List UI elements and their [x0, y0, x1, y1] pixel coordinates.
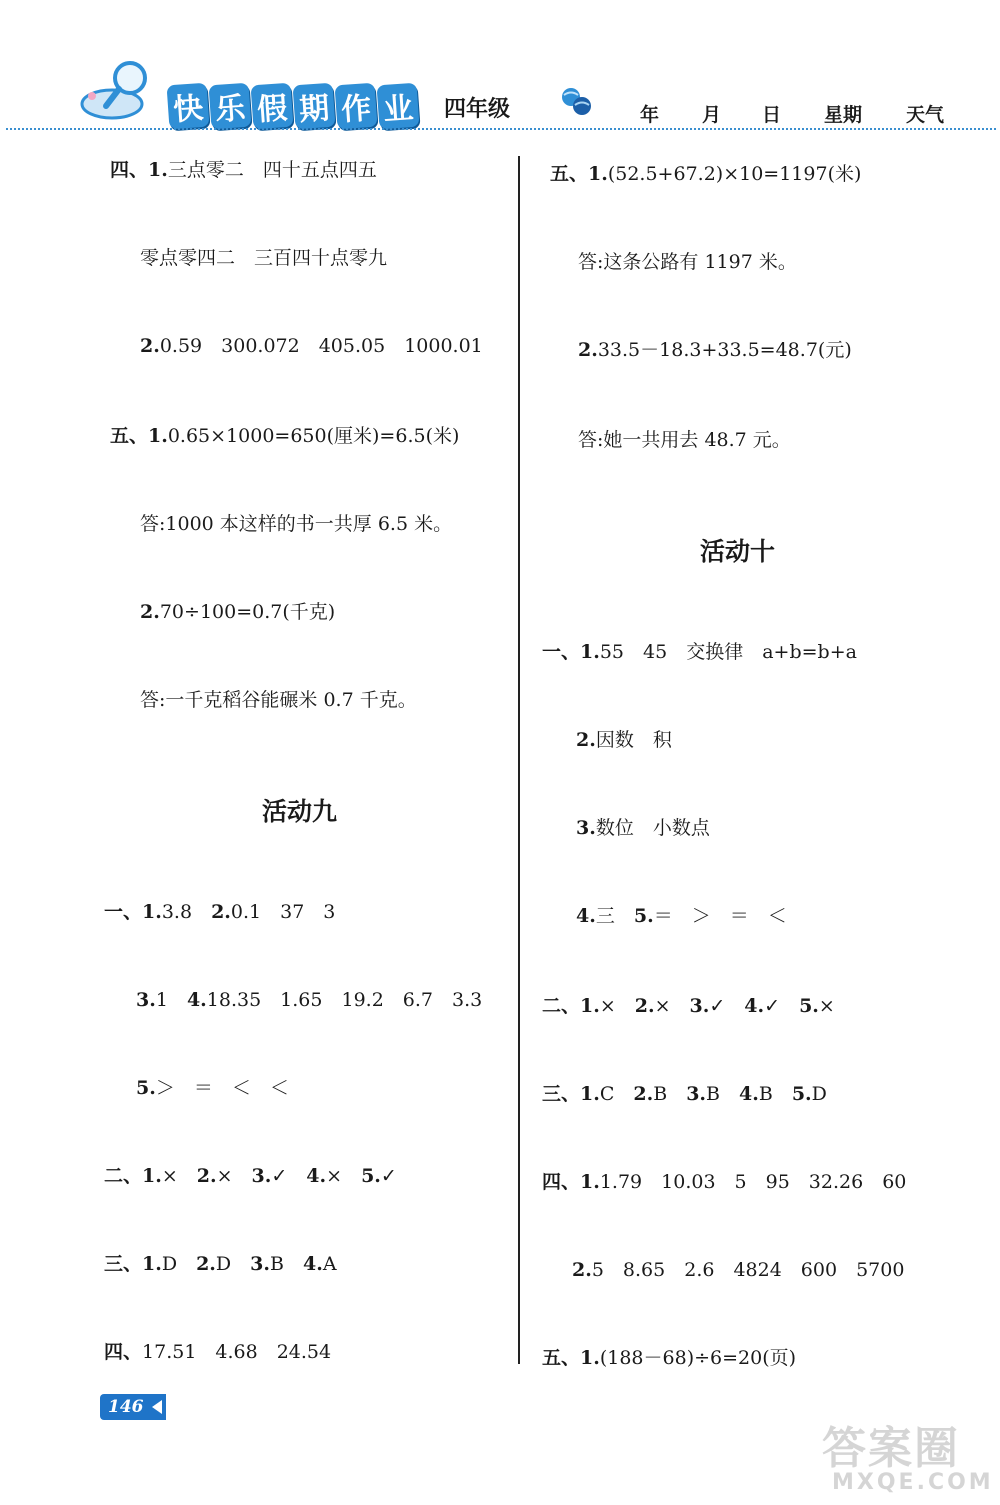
answer-line: 3.1 4.18.35 1.65 19.2 6.7 3.3: [136, 989, 483, 1011]
answer-line: 答:1000 本这样的书一共厚 6.5 米。: [140, 513, 453, 535]
answer-line: 三、1.D 2.D 3.B 4.A: [104, 1253, 337, 1275]
answer-line: 五、1.(188－68)÷6=20(页): [542, 1347, 797, 1369]
day-label: 日: [762, 104, 782, 126]
title-char: 期: [293, 83, 336, 130]
title-char: 作: [335, 83, 378, 130]
answer-line: 二、1.× 2.× 3.✓ 4.✓ 5.×: [542, 995, 835, 1017]
title-char: 业: [377, 83, 420, 130]
page-number: 146: [108, 1397, 144, 1417]
weather-label: 天气: [906, 104, 945, 126]
answer-line: 答:这条公路有 1197 米。: [578, 251, 797, 273]
series-title: [168, 84, 418, 128]
watermark: [822, 1412, 994, 1498]
section-heading: 活动九: [262, 797, 338, 826]
grade-label: 四年级: [444, 97, 511, 122]
page-arrow-icon: [152, 1400, 162, 1414]
answer-line: 五、1.(52.5+67.2)×10=1197(米): [550, 163, 862, 185]
answer-line: 2.70÷100=0.7(千克): [140, 601, 336, 623]
balls-icon: [560, 86, 594, 118]
answer-line: 三、1.C 2.B 3.B 4.B 5.D: [542, 1083, 827, 1105]
answer-line: 一、1.55 45 交换律 a+b=b+a: [542, 641, 857, 663]
page-header: [0, 0, 1000, 140]
answer-line: 四、1.1.79 10.03 5 95 32.26 60: [542, 1171, 907, 1193]
answer-line: 3.数位 小数点: [576, 817, 710, 839]
answer-line: 四、1.三点零二 四十五点四五: [110, 159, 377, 181]
answer-line: 2.33.5－18.3+33.5=48.7(元): [578, 339, 852, 361]
title-char: 假: [251, 83, 294, 130]
column-divider: [518, 156, 520, 1364]
magnifier-logo-icon: [78, 56, 162, 126]
answer-line: 5.＞ ＝ ＜ ＜: [136, 1077, 289, 1099]
answer-line: 一、1.3.8 2.0.1 37 3: [104, 901, 336, 923]
answer-line: 4.三 5.＝ ＞ ＝ ＜: [576, 905, 787, 927]
section-heading: 活动十: [700, 537, 776, 566]
answer-line: 2.5 8.65 2.6 4824 600 5700: [572, 1259, 905, 1281]
weekday-label: 星期: [824, 104, 863, 126]
year-label: 年: [640, 104, 660, 126]
answer-line: 五、1.0.65×1000=650(厘米)=6.5(米): [110, 425, 460, 447]
answer-line: 零点零四二 三百四十点零九: [140, 247, 388, 269]
answer-line: 答:一千克稻谷能碾米 0.7 千克。: [140, 689, 417, 711]
month-label: 月: [702, 104, 722, 126]
header-divider: [6, 128, 996, 130]
answer-line: 答:她一共用去 48.7 元。: [578, 429, 791, 451]
answer-line: 2.0.59 300.072 405.05 1000.01: [140, 335, 483, 357]
watermark-url: MXQE.COM: [832, 1470, 994, 1495]
answer-line: 四、17.51 4.68 24.54: [104, 1341, 332, 1363]
answer-line: 2.因数 积: [576, 729, 672, 751]
answer-line: 二、1.× 2.× 3.✓ 4.× 5.✓: [104, 1165, 397, 1187]
title-char: 快: [167, 83, 210, 130]
title-char: 乐: [209, 83, 252, 130]
watermark-text: 答案圈: [822, 1423, 960, 1474]
